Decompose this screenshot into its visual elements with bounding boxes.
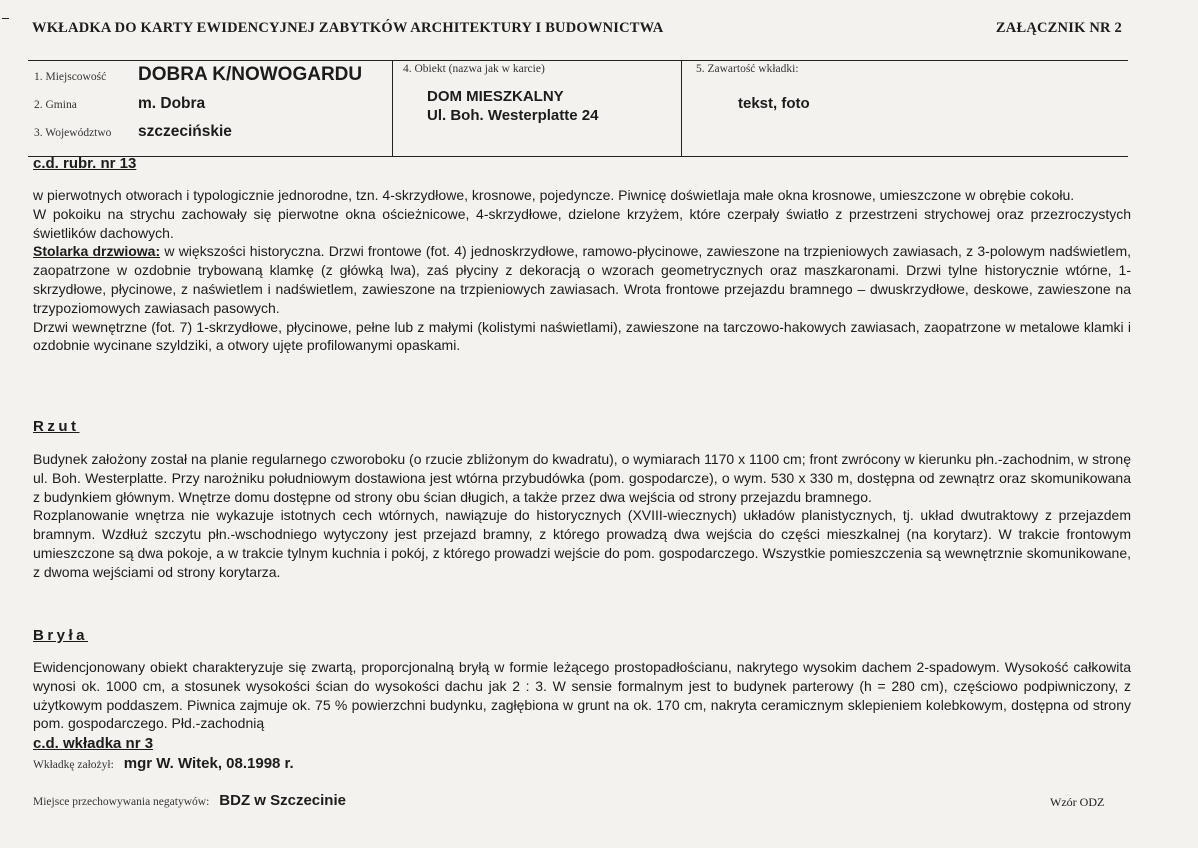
section-heading-bryla: Bryła: [33, 627, 89, 644]
wojewodztwo-label: 3. Województwo: [34, 127, 112, 139]
paragraph: Ewidencjonowany obiekt charakteryzuje się zwartą, proporcjonalną bryłą w formie leżącego prostopadłościanu, nakrytego wysokim dachem 2-spadowym. Wysokość całkowita wynosi ok. 1000 cm, a stosunek wysokości ścian do wysokości dachu jak 2 : 3. W sensie formalnym jest to budynek parterowy (h = 280 cm), częściowo podpiwniczony, z użytkowym poddaszem. Piwnica zajmuje ok. 75 % powierzchni budynku, zagłębiona w grunt na ok. 170 cm, nakryta ceramicznym sklepieniem kolebkowym, dostępna od strony pom. gospodarczego. Płd.-zachodnią: [33, 659, 1131, 732]
content-cell: [682, 61, 1128, 156]
text-block-windows-doors: [33, 186, 1131, 355]
gmina-label: 2. Gmina: [34, 99, 77, 111]
subsection-heading: Stolarka drzwiowa:: [33, 243, 161, 260]
paragraph: Rozplanowanie wnętrza nie wykazuje istotnych cech wtórnych, nawiązuje do historycznych (XVIII-wiecznych) układów planistycznych, tj. układ dwutraktowy z przejazdem bramnym. Wzdłuż szczytu płn.-wschodniego wytyczony jest przejazd bramny, z którego prowadzą dwa wejścia do części mieszkalnej (na korytarz). W trakcie frontowym umieszczone są dwa pokoje, a w trakcie tylnym kuchnia i pokój, z którego prowadzi wejście do pom. gospodarczego. Wszystkie pomieszczenia są wewnętrznie skomunikowane, z dwoma wejściami od strony korytarza.: [33, 507, 1131, 580]
negatives-label: Miejsce przechowywania negatywów:: [33, 796, 210, 808]
obiekt-label: 4. Obiekt (nazwa jak w karcie): [403, 63, 545, 75]
object-cell: [393, 61, 682, 156]
miejscowosc-value: DOBRA K/NOWOGARDU: [138, 64, 363, 85]
form-title: WKŁADKA DO KARTY EWIDENCYJNEJ ZABYTKÓW ARCHITEKTURY I BUDOWNICTWA: [32, 20, 664, 36]
paragraph: [33, 242, 1131, 317]
zawartosc-value: tekst, foto: [738, 95, 810, 112]
text-block-rzut: [33, 450, 1131, 582]
paragraph-text: w większości historyczna. Drzwi frontowe (fot. 4) jednoskrzydłowe, ramowo-płycinowe, zawieszone na trzpieniowych zawiasach, z 3-polowym nadświetlem, zaopatrzone w ozdobnie trybowaną klamkę (z główką lwa), zaś płyciny z dekoracją o wzorach geometrycznych oraz maszkaronami. Drzwi tylne historycznie wtórne, 1-skrzydłowe, płycinowe, z naświetlem i nadświetlem, zawieszone na trzpieniowych zawiasach. Wrota frontowe przejazdu bramnego – dwuskrzydłowe, deskowe, zawieszone na trzypoziomowych zawiasach pasowych.: [33, 243, 1131, 316]
miejscowosc-row: [34, 64, 362, 86]
paragraph: W pokoiku na strychu zachowały się pierwotne okna ościeżnicowe, 4-skrzydłowe, dzielone krzyżem, które czerpały światło z przestrzeni strychowej oraz przezroczystych świetlików dachowych.: [33, 205, 1131, 241]
obiekt-line-1: DOM MIESZKALNY: [427, 88, 564, 105]
location-cell: [28, 61, 393, 156]
paragraph: Drzwi wewnętrzne (fot. 7) 1-skrzydłowe, płycinowe, pełne lub z małymi (kolistymi naświetlami), zawieszone na tarczowo-hakowych zawiasach, zaopatrzone w metalowe klamki i ozdobnie wycinane szyldziki, a otwory ujęte profilowanymi opaskami.: [33, 318, 1131, 354]
gmina-value: m. Dobra: [138, 95, 206, 112]
gmina-row: [34, 95, 205, 113]
paragraph: w pierwotnych otworach i typologicznie jednorodne, tzn. 4-skrzydłowe, krosnowe, pojedyncze. Piwnicę doświetlaja małe okna krosnowe, umieszczone w obrębie cokołu.: [33, 187, 1075, 203]
wojewodztwo-row: [34, 123, 232, 141]
continuation-footer: c.d. wkładka nr 3: [33, 735, 154, 752]
negatives-value: BDZ w Szczecinie: [219, 792, 346, 809]
template-code: Wzór ODZ: [1050, 795, 1105, 809]
annex-number: ZAŁĄCZNIK NR 2: [995, 20, 1122, 36]
miejscowosc-label: 1. Miejscowość: [34, 71, 107, 83]
author-row: [33, 755, 294, 772]
paragraph: Budynek założony został na planie regularnego czworoboku (o rzucie zbliżonym do kwadratu), o wymiarach 1170 x 1100 cm; front zwrócony w kierunku płn.-zachodnim, w stronę ul. Boh. Westerplatte. Przy narożniku południowym dostawiona jest wtórna przybudówka (pom. gospodarcze), o wym. 530 x 330 m, dostępna od zewnątrz oraz skomunikowana z budynkiem głównym. Wnętrze domu dostępne od strony obu ścian długich, a także przez dwa wejścia od strony przejazdu bramnego.: [33, 451, 1131, 505]
corner-mark: [2, 18, 9, 19]
wojewodztwo-value: szczecińskie: [138, 123, 232, 140]
obiekt-value: [427, 87, 598, 125]
author-value: mgr W. Witek, 08.1998 r.: [123, 755, 294, 772]
form-header: [32, 20, 1122, 37]
text-block-bryla: [33, 658, 1131, 733]
continuation-heading: c.d. rubr. nr 13: [33, 155, 137, 172]
metadata-grid: [28, 60, 1128, 157]
section-heading-rzut: Rzut: [33, 418, 80, 435]
author-label: Wkładkę założył:: [33, 759, 114, 771]
zawartosc-label: 5. Zawartość wkładki:: [696, 63, 799, 75]
obiekt-line-2: Ul. Boh. Westerplatte 24: [427, 107, 599, 124]
negatives-row: [33, 792, 346, 809]
